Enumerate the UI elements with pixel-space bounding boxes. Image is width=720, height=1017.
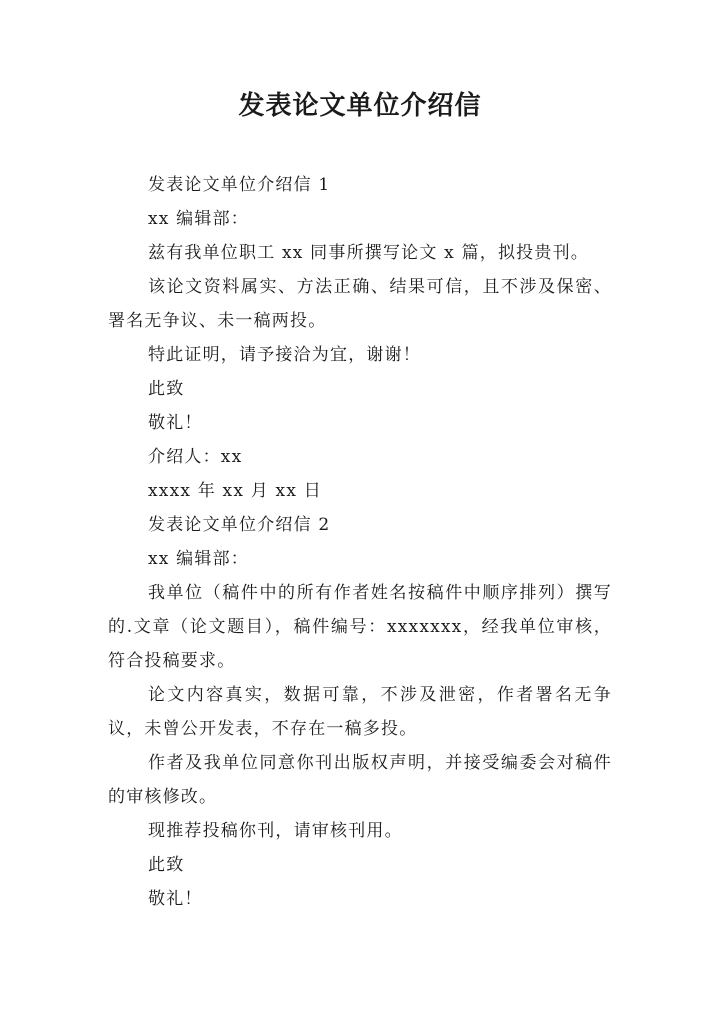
document-title: 发表论文单位介绍信 <box>238 91 482 121</box>
document-body <box>108 168 612 916</box>
paragraph-closing: 敬礼！ <box>148 889 203 909</box>
paragraph-body: 兹有我单位职工 xx 同事所撰写论文 x 篇，拟投贵刊。 <box>148 243 589 263</box>
paragraph-closing: 此致 <box>148 855 185 875</box>
paragraph-body: 该论文资料属实、方法正确、结果可信，且不涉及保密、署名无争议、未一稿两投。 <box>108 277 612 331</box>
paragraph-body: 我单位（稿件中的所有作者姓名按稿件中顺序排列）撰写的.文章（论文题目），稿件编号：xxxxxxx，经我单位审核，符合投稿要求。 <box>108 583 612 671</box>
paragraph-letter2-heading: 发表论文单位介绍信 2 <box>148 515 331 535</box>
paragraph-closing: 敬礼！ <box>148 413 203 433</box>
paragraph-introducer: 介绍人：xx <box>148 447 243 467</box>
paragraph-body: 特此证明，请予接洽为宜，谢谢！ <box>148 345 421 365</box>
paragraph-body: 论文内容真实，数据可靠，不涉及泄密，作者署名无争议，未曾公开发表，不存在一稿多投。 <box>108 685 612 739</box>
paragraph-salutation: xx 编辑部： <box>148 209 249 229</box>
paragraph-date: xxxx 年 xx 月 xx 日 <box>148 481 322 501</box>
paragraph-letter1-heading: 发表论文单位介绍信 1 <box>148 175 331 195</box>
paragraph-closing: 此致 <box>148 379 185 399</box>
paragraph-salutation: xx 编辑部： <box>148 549 249 569</box>
paragraph-body: 现推荐投稿你刊，请审核刊用。 <box>148 821 403 841</box>
paragraph-body: 作者及我单位同意你刊出版权声明，并接受编委会对稿件的审核修改。 <box>108 753 612 807</box>
